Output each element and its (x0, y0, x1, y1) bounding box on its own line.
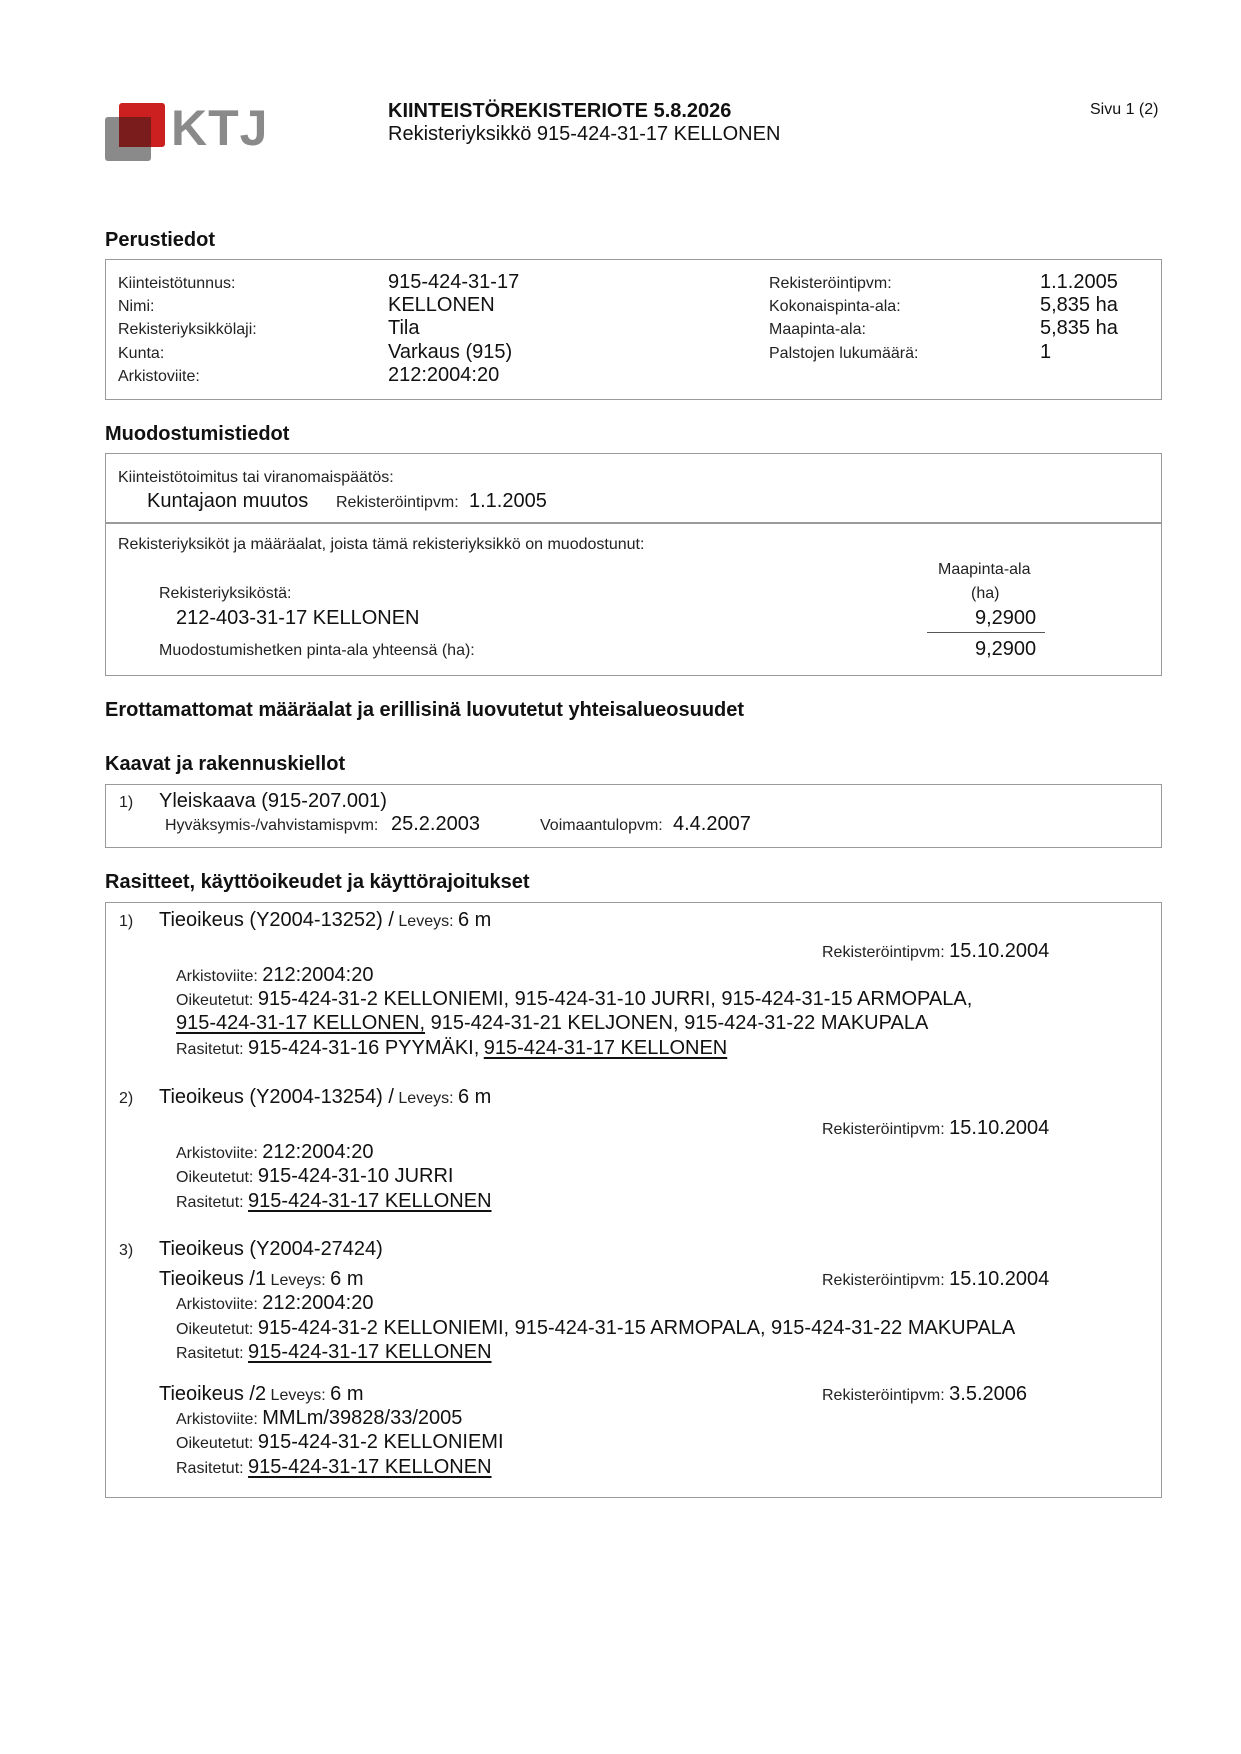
rasite-3-sub2-rek-line (822, 1383, 1027, 1406)
rasite-3-sub2-rasitetut-label: Rasitetut: (176, 1460, 244, 1477)
value-kunta: Varkaus (915) (388, 341, 513, 363)
rasite-1-number: 1) (119, 913, 134, 930)
rasite-3-sub1-arkisto-label: Arkistoviite: (176, 1296, 258, 1313)
label-kunta: Kunta: (118, 345, 165, 362)
logo-overlap (119, 117, 151, 147)
rasite-2-oikeutetut: 915-424-31-10 JURRI (257, 1165, 454, 1187)
rasite-2-leveys-label: Leveys: (398, 1090, 454, 1107)
column-header-ha: (ha) (971, 585, 1000, 602)
rasite-1-oikeutetut-1: 915-424-31-2 KELLONIEMI, 915-424-31-10 JURRI, 915-424-31-15 ARMOPALA, (257, 988, 973, 1010)
section-heading-muodostumistiedot: Muodostumistiedot (105, 423, 290, 445)
rasite-3-sub2-oikeutetut-label: Oikeutetut: (176, 1435, 254, 1452)
rasite-3-sub1-oikeutetut-line (176, 1317, 1015, 1340)
rasite-3-sub1-rek-label: Rekisteröintipvm: (822, 1272, 945, 1289)
rasite-3-sub2-arkisto-label: Arkistoviite: (176, 1411, 258, 1428)
rasite-3-title: Tieoikeus (Y2004-27424) (159, 1238, 383, 1260)
section-heading-perustiedot: Perustiedot (105, 229, 216, 251)
logo-text: KTJ (171, 100, 269, 156)
rasite-3-sub2-leveys-label: Leveys: (270, 1387, 326, 1404)
page-number: Sivu 1 (2) (1090, 101, 1159, 118)
rasite-2-rasitetut-label: Rasitetut: (176, 1194, 244, 1211)
section-heading-erottamattomat: Erottamattomat määräalat ja erillisinä luovutetut yhteisalueosuudet (105, 699, 745, 721)
rasite-2-oikeutetut-label: Oikeutetut: (176, 1169, 254, 1186)
rasite-3-sub1-leveys-label: Leveys: (270, 1272, 326, 1289)
value-source-unit: 212-403-31-17 KELLONEN (176, 607, 420, 629)
rasite-1-rasitetut-label: Rasitetut: (176, 1041, 244, 1058)
rasite-1-leveys-label: Leveys: (398, 913, 454, 930)
value-maapinta-ala: 5,835 ha (1040, 317, 1118, 339)
value-voimaantulopvm: 4.4.2007 (673, 813, 751, 835)
rasite-1-rasitetut-link[interactable]: 915-424-31-17 KELLONEN (483, 1037, 728, 1059)
rasite-1-title-line (159, 909, 491, 932)
rasite-2-oikeutetut-line (176, 1165, 453, 1188)
value-muod-rekisterointipvm: 1.1.2005 (469, 490, 547, 512)
ktj-logo (105, 100, 269, 163)
rasite-2-arkisto-line (176, 1141, 373, 1164)
value-source-area: 9,2900 (975, 607, 1037, 629)
rasite-3-sub1-rasitetut-label: Rasitetut: (176, 1345, 244, 1362)
rasite-2-title-line (159, 1086, 491, 1109)
rasite-1-oikeutetut-line-1 (176, 988, 972, 1011)
value-kiinteistotunnus: 915-424-31-17 (388, 271, 520, 293)
muodostumis-divider (106, 522, 1161, 524)
rasite-1-oikeutetut-link[interactable]: 915-424-31-17 KELLONEN, (176, 1012, 426, 1034)
rasite-1-arkisto-line (176, 964, 373, 987)
label-rekisterointipvm: Rekisteröintipvm: (769, 275, 892, 292)
label-muod-rekisterointipvm: Rekisteröintipvm: (336, 494, 459, 511)
area-sum-line (927, 632, 1045, 633)
rasite-3-sub2-rasitetut-line (176, 1456, 492, 1479)
rasite-3-sub1-rek: 15.10.2004 (949, 1268, 1050, 1290)
rasite-3-sub1-oikeutetut: 915-424-31-2 KELLONIEMI, 915-424-31-15 ARMOPALA, 915-424-31-22 MAKUPALA (257, 1317, 1016, 1339)
rasite-3-sub2-rek-label: Rekisteröintipvm: (822, 1387, 945, 1404)
rasite-3-sub1-title: Tieoikeus /1 (159, 1268, 267, 1290)
rasite-3-sub1-arkisto: 212:2004:20 (262, 1292, 374, 1314)
rasite-2-rek-line (822, 1117, 1049, 1140)
rasite-3-sub1-rek-line (822, 1268, 1049, 1291)
rasite-1-oikeutetut-label: Oikeutetut: (176, 992, 254, 1009)
value-palstojen-lukumaara: 1 (1040, 341, 1052, 363)
rasite-2-number: 2) (119, 1090, 134, 1107)
rasite-3-sub1-arkisto-line (176, 1292, 373, 1315)
rasite-3-sub2-rek: 3.5.2006 (949, 1383, 1028, 1405)
label-maapinta-ala: Maapinta-ala: (769, 321, 866, 338)
column-header-maapinta-ala: Maapinta-ala (938, 561, 1031, 578)
rasite-3-sub1-rasitetut-line (176, 1341, 492, 1364)
rasite-2-arkisto: 212:2004:20 (262, 1141, 374, 1163)
rasite-3-sub2-arkisto-line (176, 1407, 462, 1430)
rasite-1-oikeutetut-line-2 (176, 1012, 928, 1035)
source-intro-text: Rekisteriyksiköt ja määräalat, joista tämä rekisteriyksikkö on muodostunut: (118, 536, 645, 553)
value-rekisterointipvm: 1.1.2005 (1040, 271, 1118, 293)
rasite-1-arkisto: 212:2004:20 (262, 964, 374, 986)
label-total-area: Muodostumishetken pinta-ala yhteensä (ha): (159, 642, 475, 659)
label-kokonaispinta-ala: Kokonaispinta-ala: (769, 298, 901, 315)
rasite-1-oikeutetut-2: 915-424-31-21 KELJONEN, 915-424-31-22 MAKUPALA (425, 1012, 929, 1034)
label-kiinteistotoimitus: Kiinteistötoimitus tai viranomaispäätös: (118, 469, 394, 486)
rasite-2-leveys: 6 m (458, 1086, 492, 1108)
value-hyvaksymispvm: 25.2.2003 (391, 813, 480, 835)
value-arkistoviite: 212:2004:20 (388, 364, 500, 386)
rasite-3-sub2-oikeutetut-line (176, 1431, 504, 1454)
value-kokonaispinta-ala: 5,835 ha (1040, 294, 1118, 316)
rasite-2-rek: 15.10.2004 (949, 1117, 1050, 1139)
label-rekisteriyksikosta: Rekisteriyksiköstä: (159, 585, 292, 602)
value-total-area: 9,2900 (975, 638, 1037, 660)
rasite-3-sub2-rasitetut-link[interactable]: 915-424-31-17 KELLONEN (248, 1456, 492, 1478)
rasite-2-rek-label: Rekisteröintipvm: (822, 1121, 945, 1138)
rasite-1-rasitetut-line (176, 1037, 727, 1060)
label-voimaantulopvm: Voimaantulopvm: (540, 817, 663, 834)
label-kiinteistotunnus: Kiinteistötunnus: (118, 275, 236, 292)
value-nimi: KELLONEN (388, 294, 495, 316)
section-heading-rasitteet: Rasitteet, käyttöoikeudet ja käyttörajoitukset (105, 871, 530, 893)
rasite-1-leveys: 6 m (458, 909, 492, 931)
rasite-1-rek: 15.10.2004 (949, 940, 1050, 962)
rasite-1-rasitetut-plain: 915-424-31-16 PYYMÄKI, (248, 1037, 480, 1059)
rasite-2-title: Tieoikeus (Y2004-13254) / (159, 1086, 394, 1108)
rasite-3-sub1-title-line (159, 1268, 363, 1291)
rasite-2-rasitetut-link[interactable]: 915-424-31-17 KELLONEN (248, 1190, 492, 1212)
rasite-3-sub2-title: Tieoikeus /2 (159, 1383, 267, 1405)
label-rekisteriyksikkolaji: Rekisteriyksikkölaji: (118, 321, 257, 338)
rasite-3-sub2-leveys: 6 m (330, 1383, 364, 1405)
rasite-2-arkisto-label: Arkistoviite: (176, 1145, 258, 1162)
kaava-number: 1) (119, 794, 134, 811)
rasite-3-sub2-title-line (159, 1383, 363, 1406)
rasite-3-sub2-arkisto: MMLm/39828/33/2005 (262, 1407, 463, 1429)
kaava-name: Yleiskaava (915-207.001) (159, 790, 387, 812)
rasite-3-sub1-rasitetut-link[interactable]: 915-424-31-17 KELLONEN (248, 1341, 492, 1363)
rasite-3-sub2-oikeutetut: 915-424-31-2 KELLONIEMI (257, 1431, 504, 1453)
perustiedot-box (105, 259, 1162, 400)
label-arkistoviite: Arkistoviite: (118, 368, 200, 385)
section-heading-kaavat: Kaavat ja rakennuskiellot (105, 753, 346, 775)
rasite-3-sub1-leveys: 6 m (330, 1268, 364, 1290)
document-title: KIINTEISTÖREKISTERIOTE 5.8.2026 (388, 100, 732, 122)
rasite-1-rek-label: Rekisteröintipvm: (822, 944, 945, 961)
label-hyvaksymispvm: Hyväksymis-/vahvistamispvm: (165, 817, 379, 834)
document-subtitle: Rekisteriyksikkö 915-424-31-17 KELLONEN (388, 123, 781, 145)
rasite-1-rek-line (822, 940, 1049, 963)
rasite-1-title: Tieoikeus (Y2004-13252) / (159, 909, 394, 931)
value-rekisteriyksikkolaji: Tila (388, 317, 420, 339)
rasite-3-sub1-oikeutetut-label: Oikeutetut: (176, 1321, 254, 1338)
value-kiinteistotoimitus: Kuntajaon muutos (147, 490, 309, 512)
label-palstojen-lukumaara: Palstojen lukumäärä: (769, 345, 919, 362)
label-nimi: Nimi: (118, 298, 155, 315)
rasite-1-arkisto-label: Arkistoviite: (176, 968, 258, 985)
rasite-2-rasitetut-line (176, 1190, 492, 1213)
rasite-3-number: 3) (119, 1242, 134, 1259)
